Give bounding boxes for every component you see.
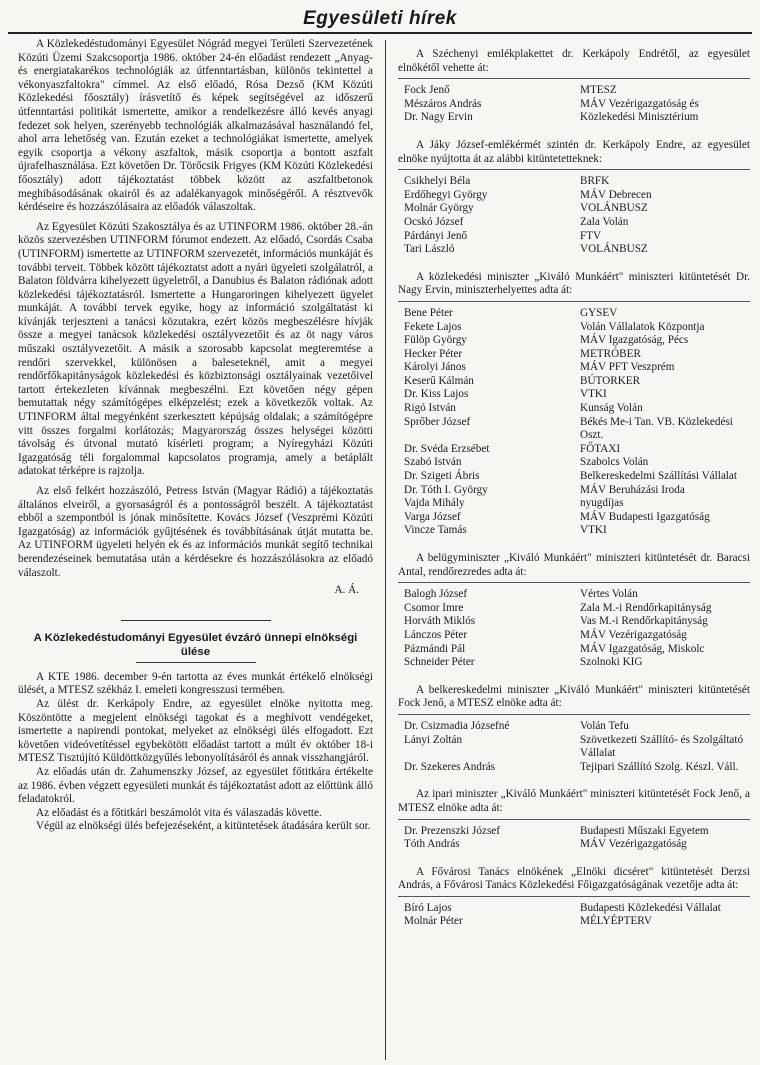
article-paragraph: Az Egyesület Közúti Szakosztálya és az UTINFORM 1986. október 28.-án közös szervezésben UTINFORM fórumot endezett. Az előadó, Csordás Csaba (UTINFORM) ismertette az UTINFORM szervezetét, információs munkáját és további terveit. Többek között tájékoztatst adott a nyári ügyeleti szolgálatról, a Balaton földvárra kihelyezett ügyeletről, a Danubius és Balaton rádiónak adott közlekedési tájékoztatásról. Ismertette a Hungaroringen kihelyezett ügyelet munkáját. A további tervek egyike, hogy az információ szolgáltatást ki kívánják terjeszteni a tanácsi közutakra, ezért közös megbeszélésre hívják össze a megyei tanácsok közlekedési osztályvezetőit és az öt nagy város műszaki osztályvezetőit. A másik a szorosabb kapcsolat megteremtése a rendőri szervekkel, különösen a baleseteknél, amit a megyei rendőrfőkapitányságok közlekedési és közbiztonsági osztályainak vezetőivel tartott értekezleten kívánnak megbeszélni. Ezt követően négy gépen bemutattak négy számítógépes elképzelést; ezek a következők voltak. Az UTINFORM által megyénként szerkesztett képújság oldalak; a számítógépre vitt összes forgalmi korlátozás; Magyarország összes helységei közötti távolság és útvonal mutató kísérleti program; a Nyíregyházi Közúti Igazgatóság téli forgalommal kapcsolatos programja, amely a betáplált adatokat térképre is rajzolja. xyxy=(18,220,373,478)
recipient-row xyxy=(398,497,750,511)
recipient-row xyxy=(398,524,750,538)
award-rule xyxy=(398,819,750,820)
recipient-organization: Tejipari Szállító Szolg. Készl. Váll. xyxy=(580,760,739,773)
recipient-row xyxy=(398,588,750,602)
recipient-name: Csomor Imre xyxy=(404,601,464,614)
recipient-row xyxy=(398,734,750,761)
recipient-organization: Szövetkezeti Szállító- és Szolgáltató Vállalat xyxy=(580,733,744,760)
recipient-name: Dr. Kiss Lajos xyxy=(404,388,469,401)
recipient-organization: Békés Me-i Tan. VB. Közlekedési Oszt. xyxy=(580,415,733,442)
award-intro: A Széchenyi emlékplakettet dr. Kerkápoly Endrétől, az egyesület elnökétől vehette át: xyxy=(398,48,750,74)
recipient-row xyxy=(398,175,750,189)
recipient-organization: Zala Volán xyxy=(580,215,629,228)
recipient-name: Károlyi János xyxy=(404,361,466,374)
award-block xyxy=(398,271,750,538)
article-paragraph: A KTE 1986. december 9-én tartotta az éves munkát értékelő elnökségi ülését, a MTESZ székház I. emeleti kongresszusi termében. xyxy=(18,670,373,697)
award-rule xyxy=(398,896,750,897)
recipient-name: Dr. Szekeres András xyxy=(404,760,496,773)
recipient-organization: BRFK xyxy=(580,175,610,188)
recipient-row xyxy=(398,511,750,525)
recipient-name: Rigó István xyxy=(404,402,456,415)
recipient-name: Schneider Péter xyxy=(404,656,475,669)
recipient-organization: MÁV PFT Veszprém xyxy=(580,361,675,374)
recipient-row xyxy=(398,361,750,375)
recipient-name: Balogh József xyxy=(404,588,468,601)
recipient-organization: Budapesti Közlekedési Vállalat xyxy=(580,901,721,914)
recipient-row xyxy=(398,348,750,362)
recipient-name: Dr. Nagy Ervin xyxy=(404,111,473,124)
recipient-row xyxy=(398,825,750,839)
recipient-row xyxy=(398,307,750,321)
recipient-row xyxy=(398,243,750,257)
recipient-organization: Volán Tefu xyxy=(580,719,629,732)
recipient-name: Horváth Miklós xyxy=(404,615,476,628)
recipient-name: Sprőber József xyxy=(404,415,471,428)
recipient-organization: Vas M.-i Rendőrkapitányság xyxy=(580,615,708,628)
recipient-name: Bene Péter xyxy=(404,306,453,319)
recipient-organization: MÁV Debrecen xyxy=(580,188,652,201)
award-block xyxy=(398,866,750,929)
recipient-name: Vajda Mihály xyxy=(404,497,465,510)
recipient-organization: MÉLYÉPTERV xyxy=(580,915,652,928)
recipient-name: Csikhelyi Béla xyxy=(404,175,471,188)
award-intro: A Fővárosi Tanács elnökének „Elnöki dicséret" kitüntetését Derzsi András, a Fővárosi Tanács Közlekedési Főigazgatóságának vezetője adta át: xyxy=(398,865,750,892)
recipient-row xyxy=(398,643,750,657)
article-paragraph: Végül az elnökségi ülés befejezéseként, a kitüntetések átadására került sor. xyxy=(36,820,371,833)
recipient-organization: MÁV Vezérigazgatóság xyxy=(580,838,687,851)
recipient-row xyxy=(398,189,750,203)
award-intro: A Jáky József-emlékérmét szintén dr. Kerkápoly Endre, az egyesület elnöke nyújtotta át az alábbi kitüntetetteknek: xyxy=(398,138,750,165)
recipient-organization: nyugdíjas xyxy=(580,497,624,510)
award-rule xyxy=(398,582,750,583)
recipient-organization: VOLÁNBUSZ xyxy=(580,202,648,215)
recipient-organization: VTKI xyxy=(580,388,607,401)
award-intro: Az ipari miniszter „Kiváló Munkáért" miniszteri kitüntetését Fock Jenő, a MTESZ elnöke adta át: xyxy=(398,788,750,814)
recipient-name: Lánczos Péter xyxy=(404,628,468,641)
recipient-name: Tóth András xyxy=(404,838,460,851)
recipient-row xyxy=(398,111,750,125)
article-paragraph: Az előadás után dr. Zahumenszky József, az egyesület főtitkára értékelte az 1986. évben végzett egyesületi munkát és tájékoztatást adott az előttünk álló feladatokról. xyxy=(18,765,373,806)
right-column xyxy=(398,38,750,929)
award-block xyxy=(398,139,750,257)
recipient-organization: MÁV Vezérigazgatóság xyxy=(580,628,687,641)
recipient-row xyxy=(398,656,750,670)
recipient-row xyxy=(398,615,750,629)
recipient-name: Bíró Lajos xyxy=(404,901,452,914)
recipient-name: Erdőhegyi György xyxy=(404,188,488,201)
recipient-name: Dr. Prezenszki József xyxy=(404,824,500,837)
recipient-row xyxy=(398,484,750,498)
recipient-name: Mészáros András xyxy=(404,97,482,110)
recipient-name: Tari László xyxy=(404,243,455,256)
recipient-row xyxy=(398,321,750,335)
recipient-row xyxy=(398,629,750,643)
recipient-organization: Belkereskedelmi Szállítási Vállalat xyxy=(580,470,737,483)
recipient-organization: Budapesti Műszaki Egyetem xyxy=(580,824,709,837)
award-rule xyxy=(398,169,750,170)
recipient-organization: Vértes Volán xyxy=(580,588,638,601)
recipient-organization: MTESZ xyxy=(580,84,617,97)
recipient-organization: GYSEV xyxy=(580,306,618,319)
recipient-row xyxy=(398,202,750,216)
heading-rule xyxy=(136,662,256,663)
award-rule xyxy=(398,714,750,715)
recipient-name: Párdányi Jenő xyxy=(404,229,468,242)
recipient-row xyxy=(398,761,750,775)
recipient-organization: Szabolcs Volán xyxy=(580,456,649,469)
award-intro: A belkereskedelmi miniszter „Kiváló Munkáért" miniszteri kitüntetését Fock Jenő, a MTESZ elnöke adta át: xyxy=(398,683,750,710)
recipient-organization: Szolnoki KIG xyxy=(580,656,643,669)
recipient-row xyxy=(398,902,750,916)
recipient-row xyxy=(398,334,750,348)
recipient-name: Fock Jenő xyxy=(404,84,450,97)
recipient-row xyxy=(398,388,750,402)
recipient-organization: FTV xyxy=(580,229,602,242)
recipient-name: Varga József xyxy=(404,510,461,523)
article-paragraph: Az első felkért hozzászóló, Petress István (Magyar Rádió) a tájékoztatás általános elveiről, a gyorsaságról és a pontosságról beszélt. A tájékoztatást ebből a szempontból is jónak minősítette. Kovács József (Veszprémi Közúti Igazgatóság) az információk gyűjtésének és továbbításának útját mutatta be. Az UTINFORM ügyeleti helyén ek és az információs munkát segítő technikai berendezéseinek bemutatása után a kérdésekre és hozzászólásokra az előadó válaszolt. xyxy=(18,485,373,579)
recipient-row xyxy=(398,84,750,98)
article-paragraph: A Közlekedéstudományi Egyesület Nógrád megyei Területi Szervezetének Közúti Üzemi Szakcsoportja 1986. október 24-én előadást rendezett „Anyag- és energiatakarékos technológiák az útfenntartásban, különös tekintettel a vékonyaszfaltokra" címmel. Az első előadó, Rósa Dezső (KM Közúti Közlekedési főosztály) írásvetítő és képek segítségével az időszerű útfenntartási politikát ismertette, amikor a rendelkezésre álló kevés anyagi fedezet sok helyen, szerényebb technológiák alkalmazásával használandó fel, ahol arra lehetőség van. Ezután ezeket a technológiákat ismertette, amelyek egyik csoportja a vékony aszfaltok, másik csoportja a bontott aszfalt újrafelhasználása. Ezt követően Dr. Törőcsik Frigyes (KM Közúti Közlekedési főosztály) adott tájékoztatást többek között az aszfaltbetonok meghibásodásának okairól és az adalékanyagok minőségéről. A résztvevők kérdéseire és hozzászólásaira az előadók válaszoltak. xyxy=(18,38,373,214)
recipient-organization: Kunság Volán xyxy=(580,402,643,415)
page-title: Egyesületi hírek xyxy=(303,8,457,29)
left-column xyxy=(18,38,373,834)
section-heading: A Közlekedéstudományi Egyesület évzáró ünnepi elnökségi ülése xyxy=(33,631,358,658)
award-block xyxy=(398,48,750,125)
recipient-name: Keserű Kálmán xyxy=(404,374,474,387)
recipient-name: Pázmándi Pál xyxy=(404,642,466,655)
recipient-name: Dr. Csizmadia Józsefné xyxy=(404,719,510,732)
recipient-row xyxy=(398,456,750,470)
recipient-row xyxy=(398,216,750,230)
recipient-row xyxy=(398,230,750,244)
award-block xyxy=(398,552,750,670)
recipient-row xyxy=(398,416,750,443)
recipient-name: Lányi Zoltán xyxy=(404,733,463,746)
recipient-organization: BÚTORKER xyxy=(580,374,641,387)
recipient-organization: MÁV Igazgatóság, Miskolc xyxy=(580,642,705,655)
award-rule xyxy=(398,78,750,79)
recipient-name: Dr. Tóth I. György xyxy=(404,483,488,496)
recipient-name: Fekete Lajos xyxy=(404,320,462,333)
recipient-organization: VOLÁNBUSZ xyxy=(580,243,648,256)
recipient-organization: MÁV Budapesti Igazgatóság xyxy=(580,510,710,523)
recipient-row xyxy=(398,443,750,457)
recipient-name: Dr. Svéda Erzsébet xyxy=(404,442,490,455)
recipient-name: Fülöp György xyxy=(404,334,467,347)
recipient-name: Vincze Tamás xyxy=(404,524,467,537)
recipient-organization: VTKI xyxy=(580,524,607,537)
section-rule xyxy=(121,620,271,621)
recipient-row xyxy=(398,915,750,929)
recipient-row xyxy=(398,470,750,484)
award-intro: A belügyminiszter „Kiváló Munkáért" miniszteri kitüntetését dr. Baracsi Antal, rendőrezredes adta át: xyxy=(398,552,750,578)
recipient-name: Szabó István xyxy=(404,456,462,469)
award-block xyxy=(398,788,750,851)
recipient-row xyxy=(398,98,750,112)
article-paragraph: Az előadást és a főtitkári beszámolót vita és válaszadás követte. xyxy=(36,806,322,819)
recipient-row xyxy=(398,602,750,616)
recipient-row xyxy=(398,838,750,852)
recipient-organization: Volán Vállalatok Központja xyxy=(580,320,705,333)
recipient-name: Molnár György xyxy=(404,202,474,215)
recipient-name: Ocskó József xyxy=(404,215,464,228)
recipient-row xyxy=(398,375,750,389)
recipient-name: Molnár Péter xyxy=(404,915,463,928)
author-signature: A. Á. xyxy=(334,584,359,597)
recipient-row xyxy=(398,402,750,416)
award-intro: A közlekedési miniszter „Kiváló Munkáért" miniszteri kitüntetését Dr. Nagy Ervin, miniszterhelyettes adta át: xyxy=(398,270,750,297)
recipient-name: Hecker Péter xyxy=(404,347,463,360)
recipient-name: Dr. Szigeti Ábris xyxy=(404,470,480,483)
recipient-row xyxy=(398,720,750,734)
award-rule xyxy=(398,301,750,302)
title-rule xyxy=(8,32,752,34)
recipient-organization: METRÓBER xyxy=(580,347,641,360)
award-block xyxy=(398,684,750,775)
recipient-organization: Közlekedési Minisztérium xyxy=(580,111,699,124)
article-paragraph: Az ülést dr. Kerkápoly Endre, az egyesület elnöke nyitotta meg. Köszöntötte a megjelent elnökségi tagokat és a meghívott vendégeket, ismertette a napirendi pontokat, melyeket az elnökségi ülés elfogadott. Ezt követően videóvetítéssel egybekötött előadást tartott a múlt év október 18-i MTESZ Tisztújító Küldöttközgyűlés lebonyolításáról és annak visszhangjáról. xyxy=(18,697,373,765)
recipient-organization: MÁV Igazgatóság, Pécs xyxy=(580,334,689,347)
recipient-organization: MÁV Beruházási Iroda xyxy=(580,483,685,496)
recipient-organization: FŐTAXI xyxy=(580,442,621,455)
recipient-organization: Zala M.-i Rendőrkapitányság xyxy=(580,601,712,614)
recipient-organization: MÁV Vezérigazgatóság és xyxy=(580,97,699,110)
column-divider xyxy=(385,40,386,1060)
